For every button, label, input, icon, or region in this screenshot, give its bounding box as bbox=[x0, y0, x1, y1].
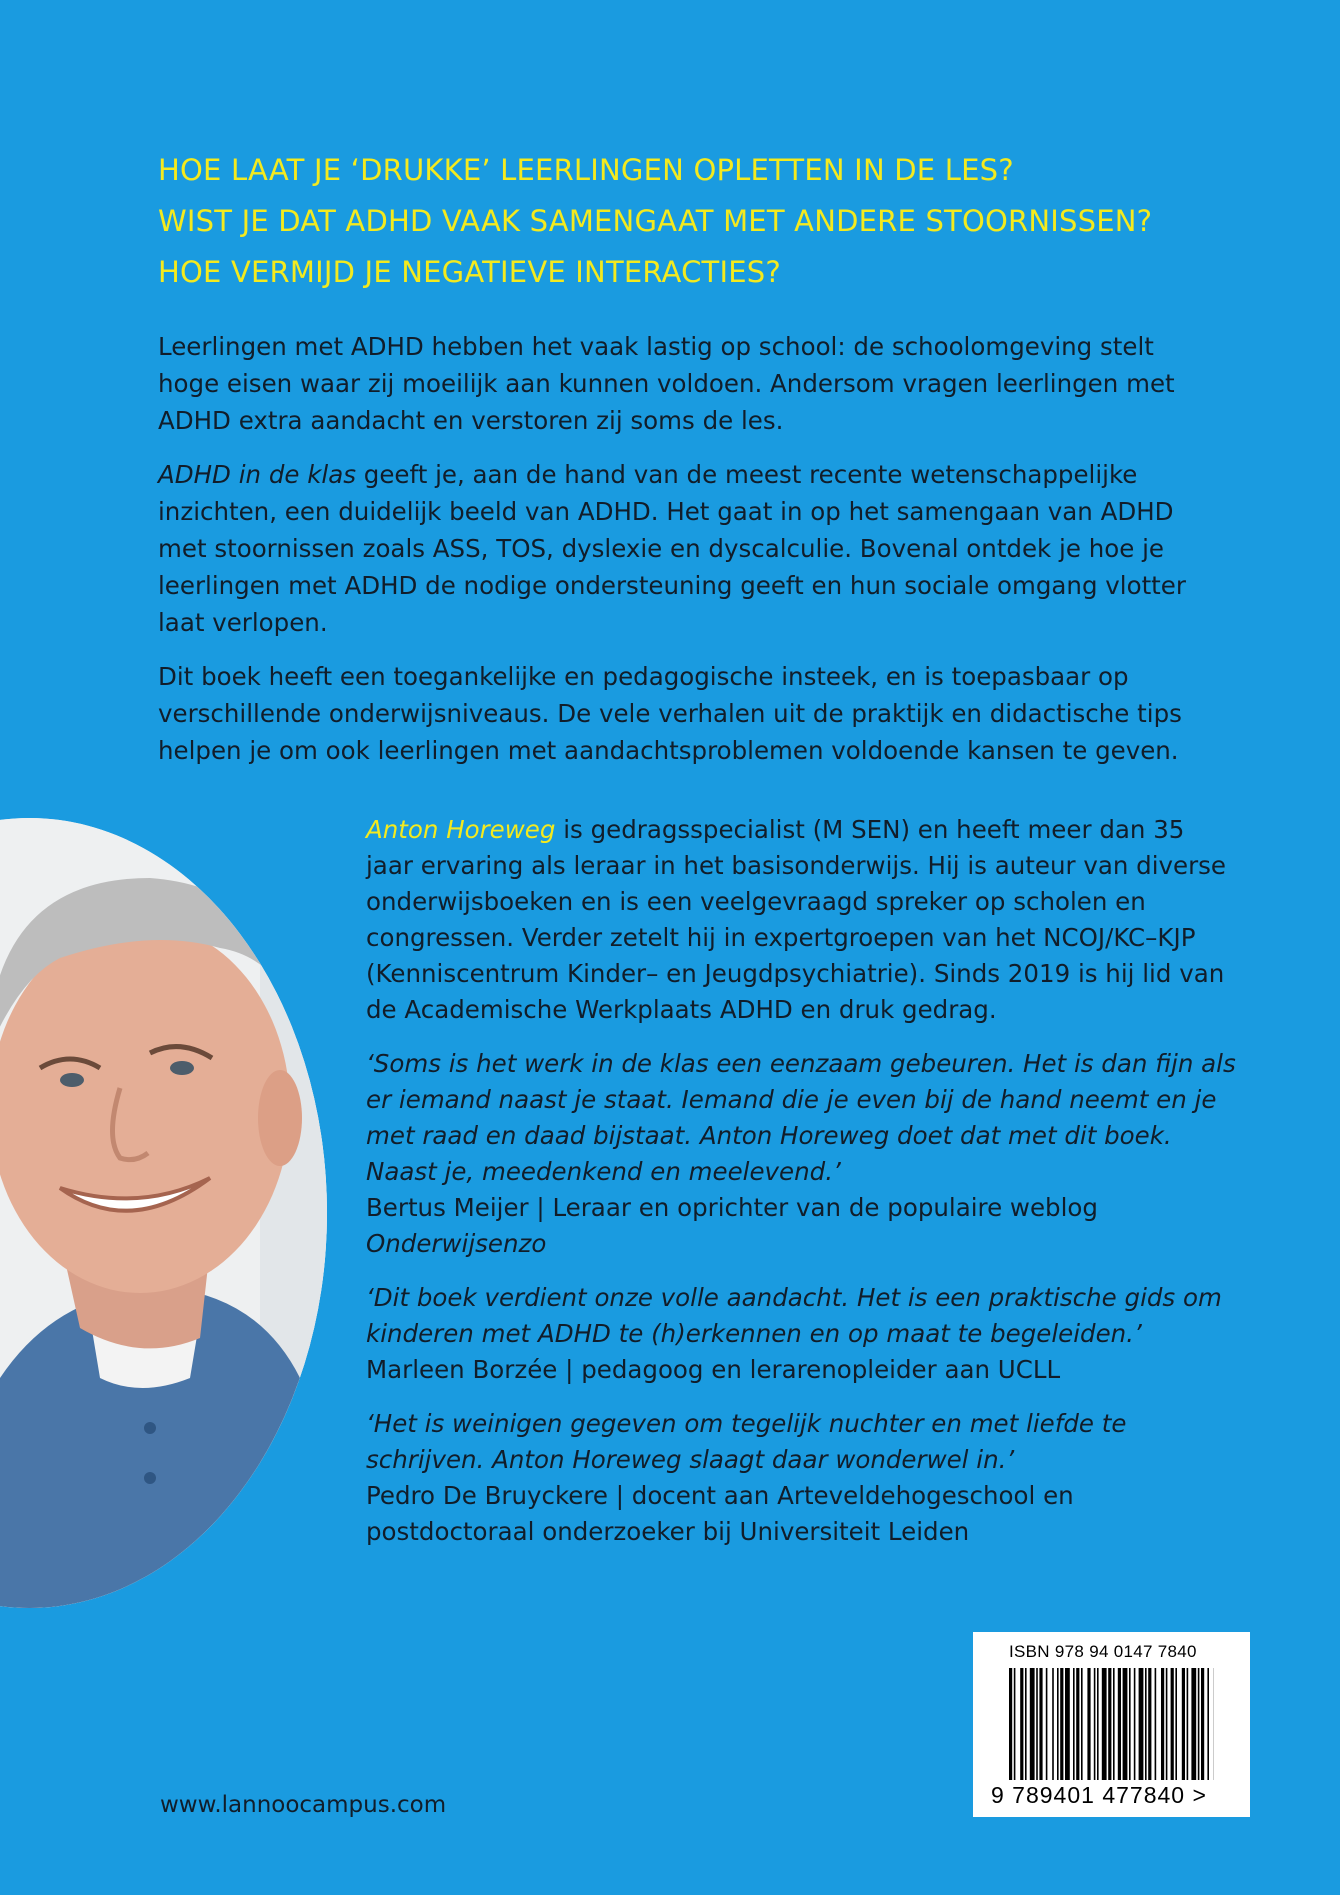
barcode-digits: 9 789401 477840 > bbox=[991, 1782, 1207, 1808]
barcode-bar bbox=[1148, 1668, 1151, 1780]
barcode-bar bbox=[1155, 1668, 1157, 1780]
barcode-bar bbox=[1191, 1668, 1196, 1780]
quote-3-text: ‘Het is weinigen gegeven om tegelijk nuchter en met liefde te schrijven. Anton Horeweg slaagt daar wonderwel in.’ bbox=[366, 1409, 1127, 1474]
barcode-bar bbox=[1014, 1668, 1016, 1780]
intro-paragraph-2 bbox=[158, 456, 1218, 641]
barcode-bar bbox=[1097, 1668, 1099, 1780]
headline-questions bbox=[158, 145, 1238, 298]
barcode-bar bbox=[1076, 1668, 1079, 1780]
barcode-bar bbox=[1207, 1668, 1209, 1780]
barcode-bar bbox=[1073, 1668, 1075, 1780]
author-bio bbox=[366, 812, 1236, 1028]
barcode-bar bbox=[1161, 1668, 1164, 1780]
barcode-bar bbox=[1187, 1668, 1189, 1780]
intro-text bbox=[158, 328, 1218, 786]
quote-1-source bbox=[366, 1190, 1236, 1262]
barcode-bar bbox=[1065, 1668, 1070, 1780]
barcode-bar bbox=[1145, 1668, 1147, 1780]
author-bio-text: is gedragsspecialist (M SEN) en heeft meer dan 35 jaar ervaring als leraar in het basisonderwijs. Hij is auteur van diverse onderwijsboeken en is een veelgevraagd spreker op scholen en congressen. Verder zetelt hij in expertgroepen van het NCOJ/KC–KJP (Kenniscentrum Kinder– en Jeugdpsychiatrie). Sinds 2019 is hij lid van de Academische Werkplaats ADHD en druk gedrag. bbox=[366, 815, 1227, 1024]
barcode-bar bbox=[1139, 1668, 1144, 1780]
barcode-bar bbox=[1009, 1668, 1012, 1780]
barcode-bar bbox=[1081, 1668, 1083, 1780]
barcode-bar bbox=[1020, 1668, 1023, 1780]
barcode-bar bbox=[1175, 1668, 1177, 1780]
barcode-bar bbox=[1166, 1668, 1168, 1780]
barcode-bar bbox=[1046, 1668, 1048, 1780]
quote-1 bbox=[366, 1046, 1236, 1262]
headline-2: WIST JE DAT ADHD VAAK SAMENGAAT MET ANDERE STOORNISSEN? bbox=[158, 204, 1153, 238]
barcode-bar bbox=[1134, 1668, 1136, 1780]
barcode-bar bbox=[1201, 1668, 1204, 1780]
barcode-bar bbox=[1182, 1668, 1185, 1780]
intro-paragraph-1: Leerlingen met ADHD hebben het vaak lastig op school: de schoolomgeving stelt hoge eisen waar zij moeilijk aan kunnen voldoen. Andersom vragen leerlingen met ADHD extra aandacht en verstoren zij soms de les. bbox=[158, 332, 1175, 435]
quote-2 bbox=[366, 1280, 1236, 1388]
author-section bbox=[366, 812, 1236, 1568]
quote-1-source-italic: Onderwijsenzo bbox=[366, 1229, 547, 1258]
quote-3 bbox=[366, 1406, 1236, 1550]
barcode-bar bbox=[1036, 1668, 1038, 1780]
barcode-bar bbox=[1118, 1668, 1121, 1780]
barcode-bar bbox=[1129, 1668, 1131, 1780]
intro-paragraph-2-body: geeft je, aan de hand van de meest recente wetenschappelijke inzichten, een duidelijk beeld van ADHD. Het gaat in op het samengaan van ADHD met stoornissen zoals ASS, TOS, dyslexie en dyscalculie. Bovenal ontdek je hoe je leerlingen met ADHD de nodige ondersteuning geeft en hun sociale omgang vlotter laat verlopen. bbox=[158, 460, 1186, 637]
barcode-bar bbox=[1123, 1668, 1128, 1780]
barcode-bar bbox=[1052, 1668, 1054, 1780]
headline-1: HOE LAAT JE ‘DRUKKE’ LEERLINGEN OPLETTEN IN DE LES? bbox=[158, 153, 1014, 187]
intro-paragraph-3: Dit boek heeft een toegankelijke en pedagogische insteek, en is toepasbaar op verschillende onderwijsniveaus. De vele verhalen uit de praktijk en didactische tips helpen je om ook leerlingen met aandachtsproblemen voldoende kansen te geven. bbox=[158, 662, 1182, 765]
author-photo bbox=[0, 818, 327, 1608]
quote-2-source: Marleen Borzée | pedagoog en lerarenopleider aan UCLL bbox=[366, 1355, 1061, 1384]
quote-1-source-text: Bertus Meijer | Leraar en oprichter van de populaire weblog bbox=[366, 1193, 1098, 1222]
barcode-bar bbox=[1113, 1668, 1115, 1780]
author-portrait-illustration bbox=[0, 818, 327, 1608]
isbn-barcode bbox=[973, 1632, 1250, 1817]
barcode-bar bbox=[1057, 1668, 1059, 1780]
quote-1-text: ‘Soms is het werk in de klas een eenzaam gebeuren. Het is dan fijn als er iemand naast je staat. Iemand die je even bij de hand neemt en je met raad en daad bijstaat. Anton Horeweg doet dat met dit boek. Naast je, meedenkend en meelevend.’ bbox=[366, 1049, 1236, 1186]
barcode-bar bbox=[1108, 1668, 1111, 1780]
barcode-bars bbox=[1009, 1668, 1214, 1780]
headline-3: HOE VERMIJD JE NEGATIEVE INTERACTIES? bbox=[158, 255, 781, 289]
quote-3-source: Pedro De Bruyckere | docent aan Arteveldehogeschool en postdoctoraal onderzoeker bij Universiteit Leiden bbox=[366, 1481, 1074, 1546]
barcode-bar bbox=[1171, 1668, 1174, 1780]
book-title: ADHD in de klas bbox=[158, 460, 357, 489]
publisher-website: www.lannoocampus.com bbox=[160, 1792, 447, 1818]
barcode-bar bbox=[1102, 1668, 1107, 1780]
barcode-bar bbox=[1025, 1668, 1027, 1780]
barcode-bar bbox=[1039, 1668, 1042, 1780]
barcode-bar bbox=[1094, 1668, 1096, 1780]
barcode-bar bbox=[1030, 1668, 1035, 1780]
quote-2-text: ‘Dit boek verdient onze volle aandacht. Het is een praktische gids om kinderen met ADHD te (h)erkennen en op maat te begeleiden.’ bbox=[366, 1283, 1222, 1348]
barcode-bar bbox=[1198, 1668, 1200, 1780]
barcode-bar bbox=[1087, 1668, 1090, 1780]
barcode-bar bbox=[1060, 1668, 1063, 1780]
isbn-label: ISBN 978 94 0147 7840 bbox=[1009, 1642, 1197, 1661]
author-name: Anton Horeweg bbox=[366, 815, 556, 844]
